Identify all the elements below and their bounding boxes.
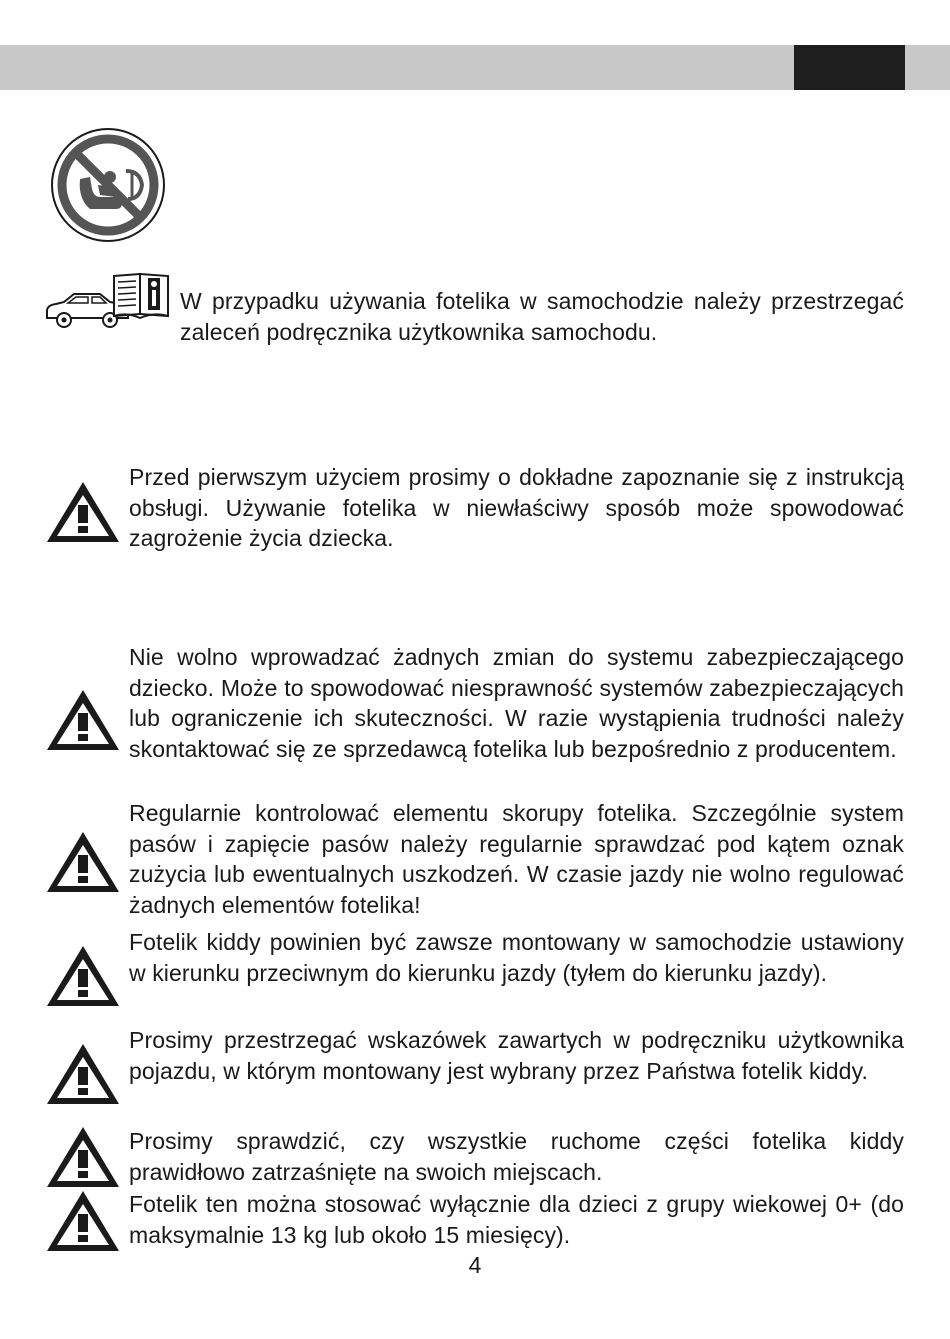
warning-triangle-icon (45, 944, 121, 1008)
header-accent-block (794, 45, 905, 90)
paragraph-age-group: Fotelik ten można stosować wyłącznie dla dzieci z grupy wiekowej 0+ (do maksymalnie 13 kg lub około 15 miesięcy). (129, 1191, 904, 1248)
car-manual-info-icon (44, 270, 174, 334)
page-number: 4 (468, 1252, 482, 1278)
warning-triangle-icon (45, 688, 121, 752)
no-front-airbag-icon (50, 127, 166, 243)
warning-triangle-icon (45, 1125, 121, 1189)
warning-triangle-icon (45, 480, 121, 544)
car-manual-paragraph: W przypadku używania fotelika w samochodzie należy przestrzegać zaleceń podręcznika użytkownika samochodu. (180, 288, 904, 345)
paragraph-first-use: Przed pierwszym użyciem prosimy o dokładne zapoznanie się z instrukcją obsługi. Używanie fotelika w niewłaściwy sposób może spowodować zagrożenie życia dziecka. (129, 464, 904, 551)
warning-triangle-icon (45, 1042, 121, 1106)
paragraph-no-modifications: Nie wolno wprowadzać żadnych zmian do systemu zabezpieczającego dziecko. Może to spowodować niesprawność systemów zabezpieczających lub ograniczenie ich skuteczności. W razie wystąpienia trudności należy skontaktować się ze sprzedawcą fotelika lub bezpośrednio z producentem. (129, 644, 904, 762)
warning-triangle-icon (45, 830, 121, 894)
paragraph-regular-checks: Regularnie kontrolować elementu skorupy fotelika. Szczególnie system pasów i zapięcie pasów należy regularnie sprawdzać pod kątem oznak zużycia lub ewentualnych uszkodzeń. W czasie jazdy nie wolno regulować żadnych elementów fotelika! (129, 800, 904, 918)
paragraph-moving-parts: Prosimy sprawdzić, czy wszystkie ruchome części fotelika kiddy prawidłowo zatrzaśnięte na swoich miejscach. (129, 1128, 904, 1185)
paragraph-vehicle-manual: Prosimy przestrzegać wskazówek zawartych w podręczniku użytkownika pojazdu, w którym montowany jest wybrany przez Państwa fotelik kiddy. (129, 1027, 904, 1084)
paragraph-rear-facing: Fotelik kiddy powinien być zawsze montowany w samochodzie ustawiony w kierunku przeciwnym do kierunku jazdy (tyłem do kierunku jazdy). (129, 929, 904, 986)
warning-triangle-icon (45, 1189, 121, 1253)
